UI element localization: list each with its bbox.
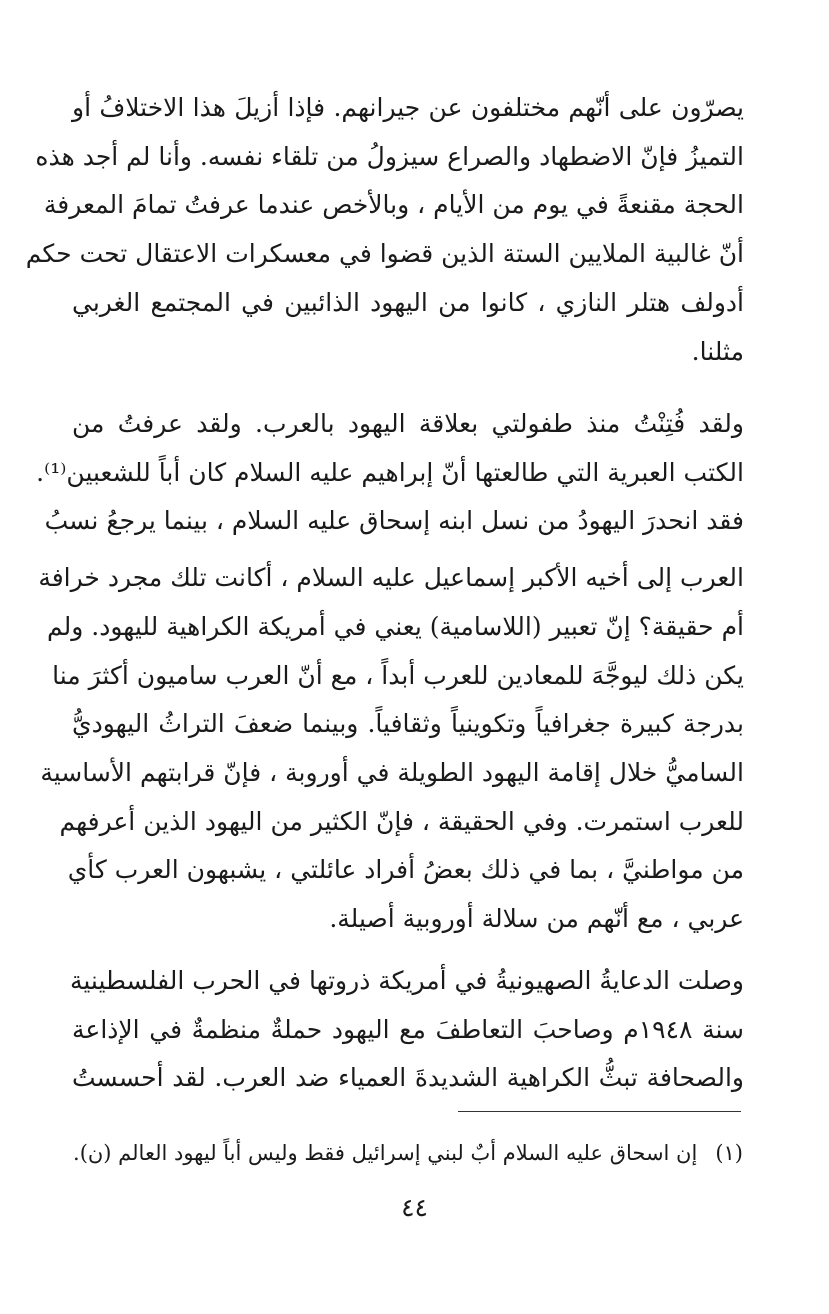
text-line: التميزُ فإنّ الاضطهاد والصراع سيزولُ من تلقاء نفسه. وأنا لم أجد هذه [35,141,744,171]
page-number: ٤٤ [401,1193,428,1222]
text-line: أم حقيقة؟ إنّ تعبير (اللاسامية) يعني في أمريكة الكراهية لليهود. ولم [47,611,744,641]
paragraph [36,400,744,944]
text-line: يكن ذلك ليوجَّهَ للمعادين للعرب أبداً ، مع أنّ العرب ساميون أكثرَ منا [52,660,744,690]
text-line: للعرب استمرت. وفي الحقيقة ، فإنّ الكثير من اليهود الذين أعرفهم [59,806,744,836]
text-line: الحجة مقنعةً في يوم من الأيام ، وبالأخص عندما عرفتُ تمامَ المعرفة [43,190,744,220]
text-line: أدولف هتلر النازي ، كانوا من اليهود الذائبين في المجتمع الغربي [72,287,744,317]
text-line: والصحافة تبثُّ الكراهية الشديدةَ العمياء ضد العرب. لقد أحسستُ [72,1063,744,1093]
footnote-separator [458,1111,741,1112]
text-line: يصرّون على أنّهم مختلفون عن جيرانهم. فإذا أزيلَ هذا الاختلافُ أو [72,93,744,122]
footnote-marker: (١) [715,1141,743,1165]
text-line: بدرجة كبيرة جغرافياً وتكوينياً وثقافياً. وبينما ضعفَ التراثُ اليهوديُّ [72,709,744,739]
text-line: مثلنا. [691,336,744,366]
text-line: الساميُّ خلال إقامة اليهود الطويلة في أوروبة ، فإنّ قرابتهم الأساسية [40,757,744,787]
text-line: فقد انحدرَ اليهودُ من نسل ابنه إسحاق عليه السلام ، بينما يرجعُ نسبُ [44,506,744,536]
footnote-text: إن اسحاق عليه السلام أبٌ لبني إسرائيل فقط وليس أباً ليهود العالم (ن). [73,1141,698,1165]
text-line: العرب إلى أخيه الأكبر إسماعيل عليه السلام ، أكانت تلك مجرد خرافة [38,563,744,593]
text-line: وصلت الدعايةُ الصهيونيةُ في أمريكة ذروتها في الحرب الفلسطينية [69,966,744,995]
text-line: أنّ غالبية الملايين الستة الذين قضوا في معسكرات الاعتقال تحت حكم [25,239,744,269]
paragraph [69,957,745,1103]
text-line: الكتب العبرية التي طالعتها أنّ إبراهيم عليه السلام كان أباً للشعبين⁽¹⁾. [36,457,744,487]
text-line: عربي ، مع أنّهم من سلالة أوروبية أصيلة. [329,904,744,934]
paragraph [25,84,744,376]
text-line: سنة ١٩٤٨م وصاحبَ التعاطفَ مع اليهود حملةٌ منظمةٌ في الإذاعة [72,1014,745,1044]
footnote [73,1138,743,1168]
text-line: ولقد فُتِنْتُ منذ طفولتي بعلاقة اليهود بالعرب. ولقد عرفتُ من [72,409,744,438]
text-line: من مواطنيَّ ، بما في ذلك بعضُ أفراد عائلتي ، يشبهون العرب كأي [67,855,744,885]
